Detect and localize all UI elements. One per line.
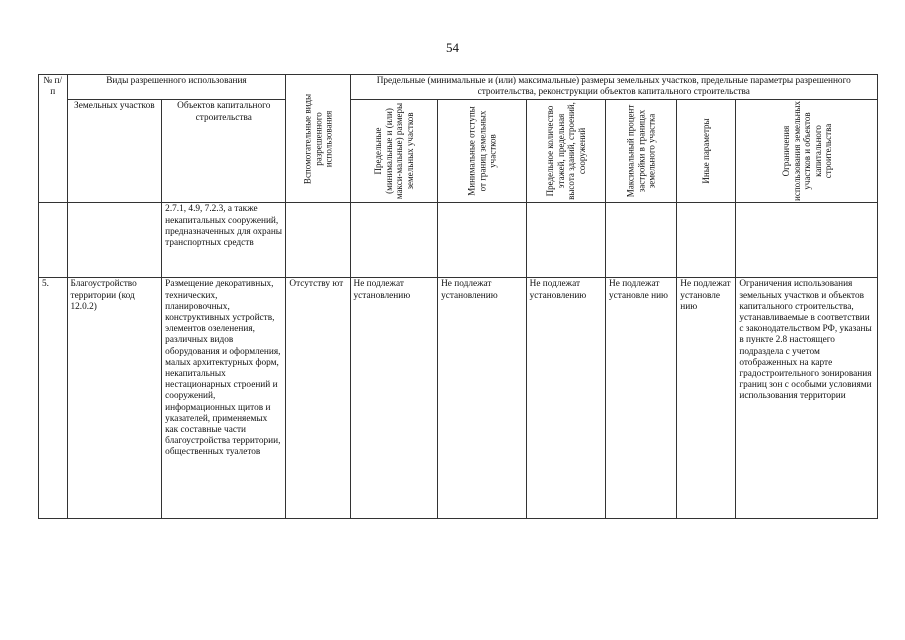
header-land-plots: Земельных участков	[67, 100, 162, 203]
page-number: 54	[446, 40, 459, 55]
cell-other-params: Не подлежат установле нию	[677, 278, 736, 519]
continuation-row	[39, 203, 878, 278]
header-plot-sizes-text: Предельные (минимальные и (или) макси-мальные) размеры земельных участков	[372, 103, 415, 200]
header-row-2	[39, 100, 878, 203]
header-restrictions-text: Ограничения использования земельных участков и объектов капитального строительства	[780, 101, 833, 202]
cell-auxiliary	[286, 203, 350, 278]
cell-capital-object: 2.7.1, 4.9, 7.2.3, а также некапитальных сооружений, предназначенных для охраны транспортных средств	[162, 203, 286, 278]
header-other-params-text: Иные параметры	[701, 118, 712, 185]
cell-num: 5.	[39, 278, 68, 519]
header-limits-group: Предельные (минимальные и (или) максимальные) размеры земельных участков, предельные параметры разрешенного строительства, реконструкции объектов капитального строительства	[350, 75, 877, 100]
header-num: № п/п	[39, 75, 68, 203]
table-row-5	[39, 278, 878, 519]
header-plot-sizes	[350, 100, 438, 203]
cell-auxiliary: Отсутству ют	[286, 278, 350, 519]
cell-other-params	[677, 203, 736, 278]
cell-restrictions: Ограничения использования земельных участков и объектов капитального строительства, устанавливаемые в соответствии с законодательством РФ, указаны в пункте 2.8 настоящего подраздела с учетом отображенных на карте градостроительного зонирования границ зон с особыми условиями использования территории	[736, 278, 878, 519]
cell-num	[39, 203, 68, 278]
cell-floors-height	[526, 203, 605, 278]
cell-max-coverage	[606, 203, 677, 278]
header-min-setbacks	[438, 100, 527, 203]
header-floors-height-text: Предельное количество этажей, предельная высота зданий, строений, сооружений	[544, 102, 587, 201]
cell-min-setbacks: Не подлежат установлению	[438, 278, 527, 519]
cell-plot-sizes: Не подлежат установлению	[350, 278, 438, 519]
header-floors-height	[526, 100, 605, 203]
header-capital-objects: Объектов капитального строительства	[162, 100, 286, 203]
cell-restrictions	[736, 203, 878, 278]
permitted-use-table	[38, 74, 878, 519]
cell-max-coverage: Не подлежат установле нию	[606, 278, 677, 519]
header-auxiliary-text: Вспомогательные виды разрешенного использования	[302, 93, 334, 184]
header-auxiliary	[286, 75, 350, 203]
header-min-setbacks-text: Минимальные отступы от границ земельных участков	[466, 106, 498, 197]
cell-min-setbacks	[438, 203, 527, 278]
header-restrictions	[736, 100, 878, 203]
header-permitted-uses: Виды разрешенного использования	[67, 75, 286, 100]
cell-floors-height: Не подлежат установлению	[526, 278, 605, 519]
cell-land-plot: Благоустройство территории (код 12.0.2)	[67, 278, 162, 519]
header-row-1	[39, 75, 878, 100]
cell-capital-object: Размещение декоративных, технических, планировочных, конструктивных устройств, элементов озеленения, различных видов оборудования и оформления, малых архитектурных форм, некапитальных нестационарных строений и сооружений, информационных щитов и указателей, применяемых как составные части благоустройства территории, общественных туалетов	[162, 278, 286, 519]
cell-plot-sizes	[350, 203, 438, 278]
header-max-coverage-text: Максимальный процент застройки в границах земельного участка	[625, 105, 657, 198]
header-max-coverage	[606, 100, 677, 203]
header-other-params	[677, 100, 736, 203]
cell-land-plot	[67, 203, 162, 278]
